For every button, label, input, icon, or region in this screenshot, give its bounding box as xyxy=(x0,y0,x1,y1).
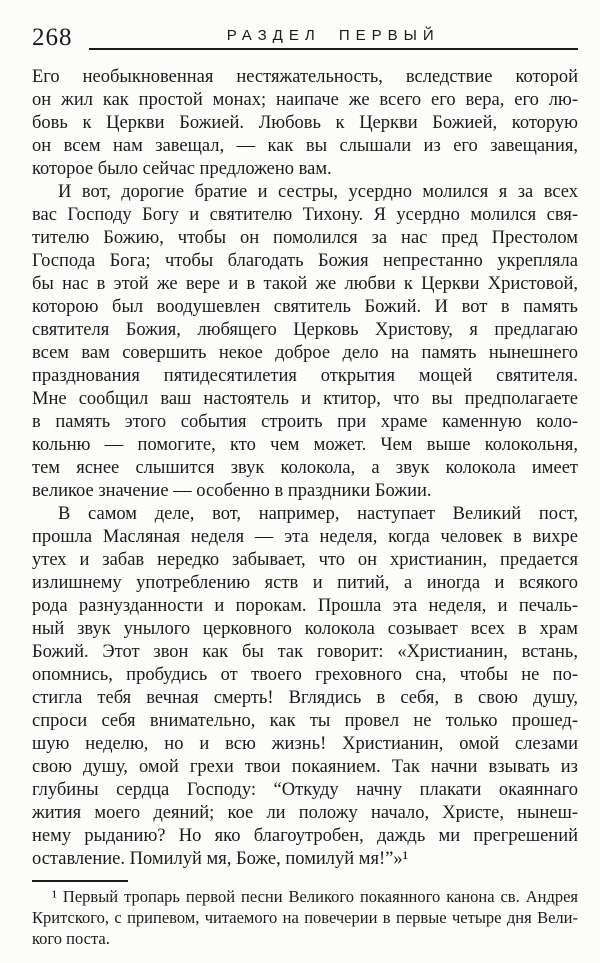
text-line: всем вам совершить некое доброе дело на память нынешнего xyxy=(32,343,578,363)
paragraph xyxy=(32,503,578,871)
text-line: прошла Масляная неделя — эта неделя, когда человек в вихре xyxy=(32,527,578,547)
text-line: которое было сейчас предложено вам. xyxy=(32,159,332,179)
footnote xyxy=(32,886,578,949)
paragraph-continuation xyxy=(32,66,578,181)
text-line: тем яснее слышится звук колокола, а звук колокола имеет xyxy=(32,458,578,478)
text-line: Божий. Этот звон как бы так говорит: «Христианин, встань, xyxy=(32,642,578,662)
text-line: шую неделю, но и всю жизнь! Христианин, омой слезами xyxy=(32,734,578,754)
text-line: В самом деле, вот, например, наступает Великий пост, xyxy=(58,504,578,524)
text-line: тителю Божию, чтобы он помолился за нас пред Престолом xyxy=(32,228,578,248)
text-line: празднования пятидесятилетия открытия мощей святителя. xyxy=(32,366,578,386)
text-line: опомнись, пробудись от твоего греховного сна, чтобы не по- xyxy=(32,665,578,685)
text-line: он всем нам завещал, — как вы слышали из его завещания, xyxy=(32,136,578,156)
text-line: Критского, с припевом, читаемого на повечерии в первые четыре дня Вели- xyxy=(32,908,578,927)
text-line: стигла тебя вечная смерть! Вглядись в себя, в свою душу, xyxy=(32,688,578,708)
page-number: 268 xyxy=(32,24,73,51)
text-line: Мне сообщил ваш настоятель и ктитор, что вы предполагаете xyxy=(32,389,578,409)
text-line: которою был воодушевлен святитель Божий. И вот в память xyxy=(32,297,578,317)
header-rule xyxy=(89,24,579,50)
text-line: И вот, дорогие братие и сестры, усердно молился я за всех xyxy=(58,182,578,202)
text-line: он жил как простой монах; наипаче же всего его вера, его лю- xyxy=(32,90,578,110)
text-line: кольню — помогите, кто чем может. Чем выше колокольня, xyxy=(32,435,578,455)
text-line: кого поста. xyxy=(32,929,110,948)
section-title: РАЗДЕЛ ПЕРВЫЙ xyxy=(226,27,440,44)
text-line: утех и забав нередко забывает, что он христианин, предается xyxy=(32,550,578,570)
text-line: Господа Бога; чтобы благодать Божия непрестанно укрепляла xyxy=(32,251,578,271)
text-line: вас Господу Богу и святителю Тихону. Я усердно молился свя- xyxy=(32,205,578,225)
text-line: рода разнузданности и порокам. Прошла эта неделя, и печаль- xyxy=(32,596,578,616)
text-line: нему рыданию? Но яко благоутробен, даждь ми прегрешений xyxy=(32,826,578,846)
text-line: бовь к Церкви Божией. Любовь к Церкви Божией, которую xyxy=(32,113,578,133)
text-line: Его необыкновенная нестяжательность, вследствие которой xyxy=(32,67,578,87)
text-line: глубины сердца Господу: “Откуду начну плакати окаяннаго xyxy=(32,780,578,800)
body-text xyxy=(32,66,578,871)
paragraph xyxy=(32,181,578,503)
text-line: великое значение — особенно в праздники Божии. xyxy=(32,481,432,501)
page-header xyxy=(32,26,578,50)
text-line: излишнему употреблению яств и питий, а иногда и всякого xyxy=(32,573,578,593)
text-line: ный звук унылого церковного колокола созывает всех в храм xyxy=(32,619,578,639)
text-line: в память этого события строить при храме каменную коло- xyxy=(32,412,578,432)
footnote-separator xyxy=(32,880,128,882)
text-line: свою душу, омой грехи твои покаянием. Так начни взывать из xyxy=(32,757,578,777)
text-line: ¹ Первый тропарь первой песни Великого покаянного канона св. Андрея xyxy=(52,887,578,906)
text-line: святителя Божия, любящего Церковь Христову, я предлагаю xyxy=(32,320,578,340)
text-line: спроси себя внимательно, как ты провел не только прошед- xyxy=(32,711,578,731)
text-line: бы нас в этой же вере и в такой же любви к Церкви Христовой, xyxy=(32,274,578,294)
text-line: оставление. Помилуй мя, Боже, помилуй мя!”»¹ xyxy=(32,849,409,869)
text-line: жития моего деяний; кое ли положу начало, Христе, нынеш- xyxy=(32,803,578,823)
